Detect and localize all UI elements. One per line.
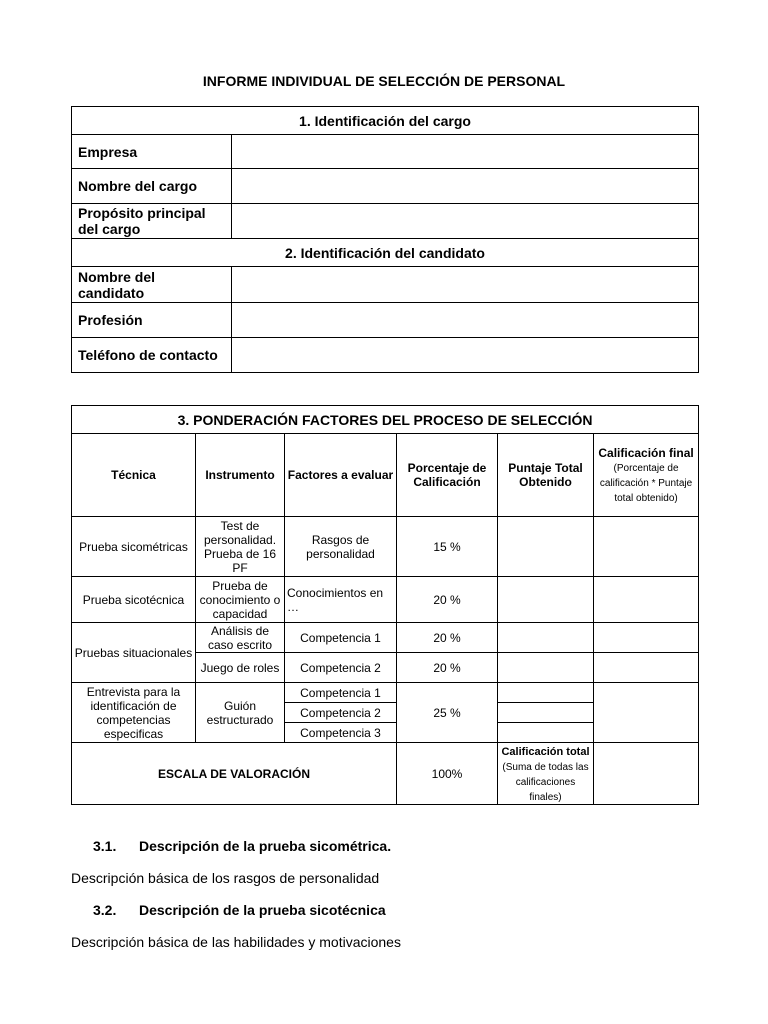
total-porcentaje: 100% [397, 743, 498, 805]
label-nombre-candidato: Nombre del candidato [72, 267, 232, 303]
field-empresa[interactable] [232, 135, 699, 169]
subheading-3-1-number: 3.1. [93, 838, 117, 854]
row4-factor-2: Competencia 2 [285, 703, 397, 723]
row2-instrumento: Prueba de conocimiento o capacidad [196, 577, 285, 623]
row3b-porcentaje: 20 % [397, 653, 498, 683]
label-proposito-cargo: Propósito principal del cargo [72, 204, 232, 239]
header-instrumento: Instrumento [196, 434, 285, 517]
row2-factor: Conocimientos en … [285, 577, 397, 623]
label-nombre-cargo: Nombre del cargo [72, 169, 232, 204]
section-3-heading: 3. PONDERACIÓN FACTORES DEL PROCESO DE SELECCIÓN [72, 406, 699, 434]
row3a-porcentaje: 20 % [397, 623, 498, 653]
escala-valoracion: ESCALA DE VALORACIÓN [72, 743, 397, 805]
row4-calificacion-field[interactable] [594, 683, 699, 743]
row1-calificacion-field[interactable] [594, 517, 699, 577]
header-calificacion-final [594, 434, 699, 517]
row3a-factor: Competencia 1 [285, 623, 397, 653]
row4a-puntaje-field[interactable] [498, 683, 594, 703]
row3b-factor: Competencia 2 [285, 653, 397, 683]
subheading-3-2 [93, 902, 386, 918]
row3-tecnica: Pruebas situacionales [72, 623, 196, 683]
header-calificacion-note: (Porcentaje de calificación * Puntaje total obtenido) [599, 462, 693, 504]
calificacion-total-field[interactable] [594, 743, 699, 805]
row1-tecnica: Prueba sicométricas [72, 517, 196, 577]
header-puntaje: Puntaje Total Obtenido [498, 434, 594, 517]
subheading-3-1 [93, 838, 391, 854]
row4-factor-3: Competencia 3 [285, 723, 397, 743]
row2-calificacion-field[interactable] [594, 577, 699, 623]
row4-tecnica: Entrevista para la identificación de competencias especificas [72, 683, 196, 743]
row3b-puntaje-field[interactable] [498, 653, 594, 683]
header-tecnica: Técnica [72, 434, 196, 517]
row4-instrumento: Guión estructurado [196, 683, 285, 743]
row4b-puntaje-field[interactable] [498, 703, 594, 723]
row1-factor: Rasgos de personalidad [285, 517, 397, 577]
section-2-heading: 2. Identificación del candidato [72, 239, 699, 267]
row2-tecnica: Prueba sicotécnica [72, 577, 196, 623]
paragraph-3-2: Descripción básica de las habilidades y motivaciones [71, 934, 401, 950]
field-telefono[interactable] [232, 338, 699, 373]
section-1-heading: 1. Identificación del cargo [72, 107, 699, 135]
row1-puntaje-field[interactable] [498, 517, 594, 577]
row2-puntaje-field[interactable] [498, 577, 594, 623]
field-nombre-candidato[interactable] [232, 267, 699, 303]
row1-porcentaje: 15 % [397, 517, 498, 577]
label-empresa: Empresa [72, 135, 232, 169]
row3a-puntaje-field[interactable] [498, 623, 594, 653]
subheading-3-2-label: Descripción de la prueba sicotécnica [139, 902, 386, 918]
calificacion-total-label [498, 743, 594, 805]
subheading-3-2-number: 3.2. [93, 902, 117, 918]
header-porcentaje: Porcentaje de Calificación [397, 434, 498, 517]
row3a-instrumento: Análisis de caso escrito [196, 623, 285, 653]
header-factores: Factores a evaluar [285, 434, 397, 517]
row3b-calificacion-field[interactable] [594, 653, 699, 683]
row3a-calificacion-field[interactable] [594, 623, 699, 653]
ponderacion-table [71, 405, 699, 805]
field-proposito-cargo[interactable] [232, 204, 699, 239]
field-profesion[interactable] [232, 303, 699, 338]
label-profesion: Profesión [72, 303, 232, 338]
label-telefono: Teléfono de contacto [72, 338, 232, 373]
field-nombre-cargo[interactable] [232, 169, 699, 204]
header-calificacion-title: Calificación final [598, 445, 694, 460]
calificacion-total-note: (Suma de todas las calificaciones finales) [502, 761, 589, 803]
subheading-3-1-label: Descripción de la prueba sicométrica. [139, 838, 392, 854]
row1-instrumento: Test de personalidad. Prueba de 16 PF [196, 517, 285, 577]
row4-porcentaje: 25 % [397, 683, 498, 743]
calificacion-total-title: Calificación total [501, 745, 590, 758]
row2-porcentaje: 20 % [397, 577, 498, 623]
document-title: INFORME INDIVIDUAL DE SELECCIÓN DE PERSONAL [202, 73, 566, 89]
identification-table [71, 106, 699, 373]
row3b-instrumento: Juego de roles [196, 653, 285, 683]
paragraph-3-1: Descripción básica de los rasgos de personalidad [71, 870, 380, 886]
row4c-puntaje-field[interactable] [498, 723, 594, 743]
row4-factor-1: Competencia 1 [285, 683, 397, 703]
